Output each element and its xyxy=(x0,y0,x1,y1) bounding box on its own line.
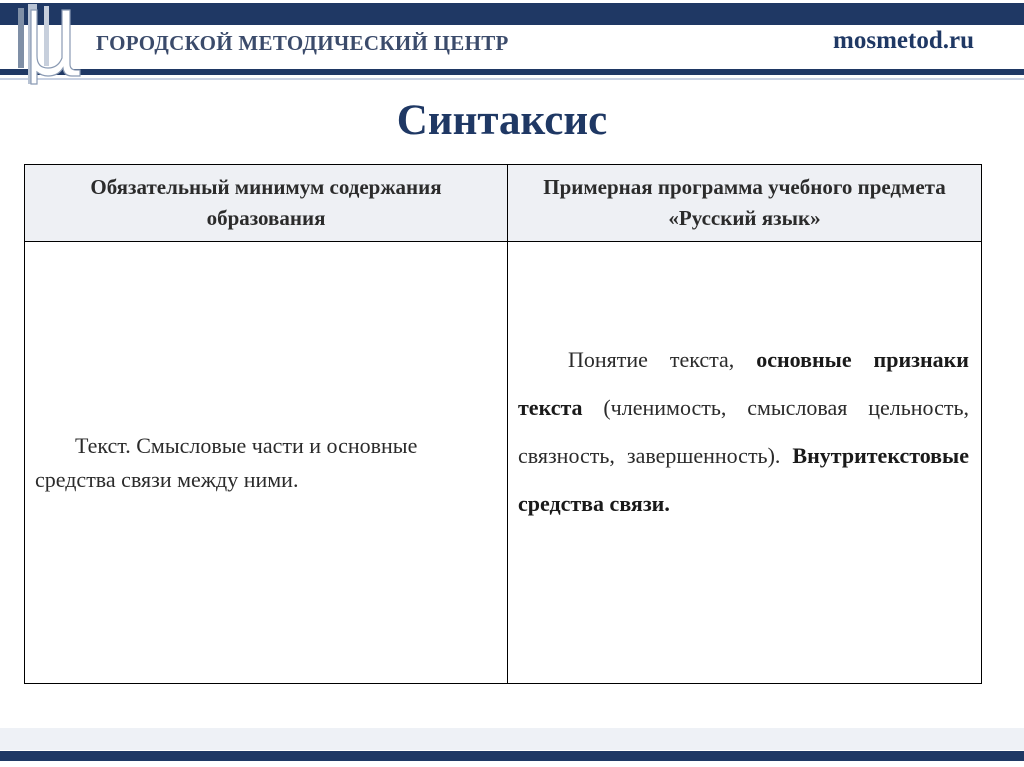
program-content-text xyxy=(508,242,981,528)
footer-band xyxy=(0,728,1024,750)
program-text-part: (членимость, смысловая цельность, связность, завершенность). xyxy=(518,395,969,468)
slide-title: Синтаксис xyxy=(396,97,608,144)
website-url[interactable]: mosmetod.ru xyxy=(833,27,974,54)
comparison-table xyxy=(24,164,982,684)
mu-letter-logo-icon xyxy=(14,0,86,86)
table-cell-left xyxy=(25,242,508,684)
minimum-content-text: Текст. Смысловые части и основные средства связи между ними. xyxy=(35,432,418,492)
footer-bar xyxy=(0,751,1024,761)
program-bold-part: Внутритекстовые средства связи. xyxy=(518,443,969,516)
organization-name: ГОРОДСКОЙ МЕТОДИЧЕСКИЙ ЦЕНТР xyxy=(96,31,509,55)
program-bold-part: основные признаки текста xyxy=(518,347,969,420)
header-minimum-content: Обязательный минимум содержания образования xyxy=(90,175,442,230)
header-sample-program: Примерная программа учебного предмета «Русский язык» xyxy=(543,175,946,230)
table-header-row xyxy=(25,165,982,242)
header-bottom-bar xyxy=(0,69,1024,75)
table-header-cell xyxy=(25,165,508,242)
table-cell-right xyxy=(508,242,982,684)
header-top-bar xyxy=(0,3,1024,25)
table-header-cell xyxy=(508,165,982,242)
table-row xyxy=(25,242,982,684)
header-divider xyxy=(0,78,1024,80)
program-text-part: Понятие текста, xyxy=(568,347,757,372)
